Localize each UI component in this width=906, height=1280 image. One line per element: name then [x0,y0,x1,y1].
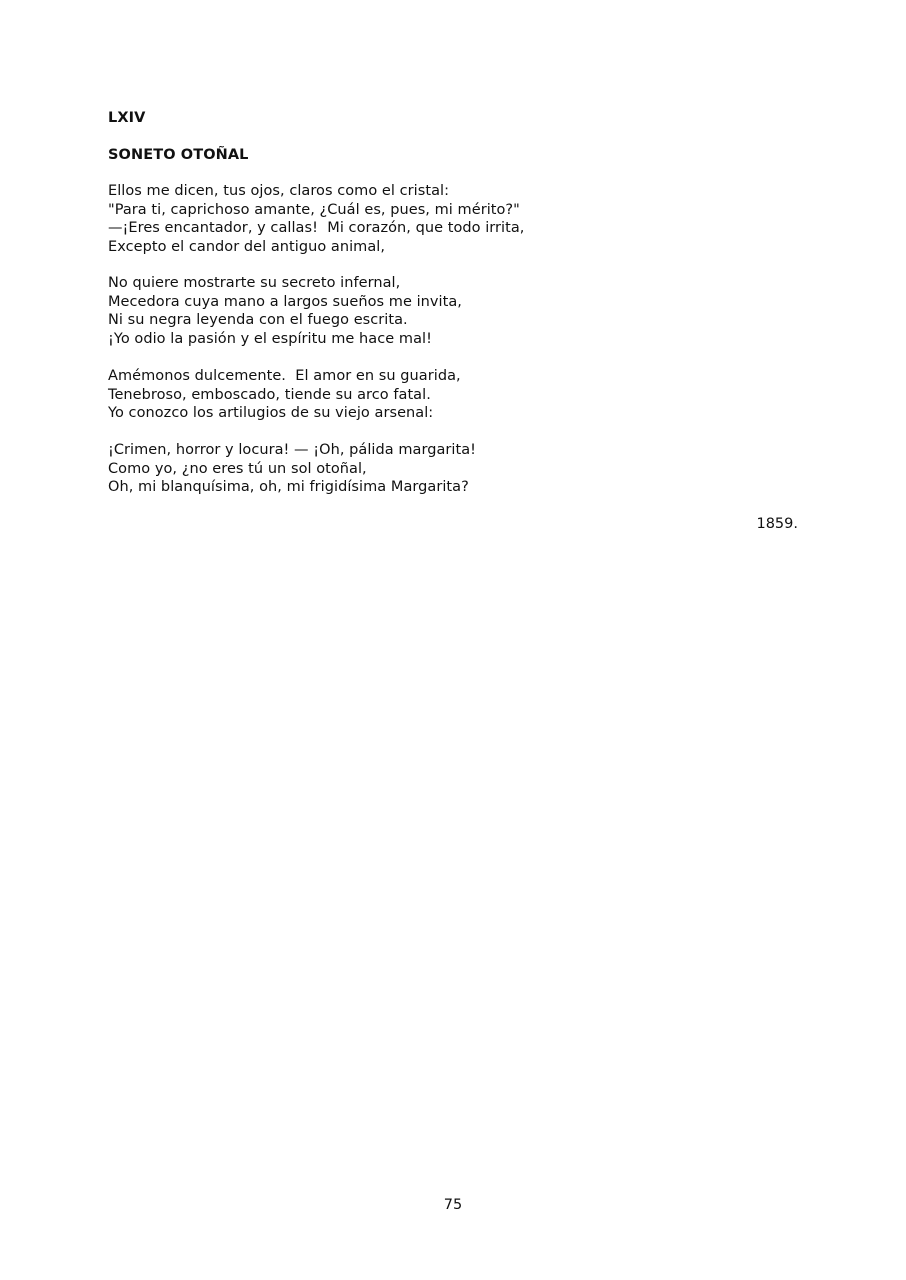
poem-line: No quiere mostrarte su secreto infernal, [108,275,401,291]
poem-line: Oh, mi blanquísima, oh, mi frigidísima Margarita? [108,479,469,495]
page-number: 75 [443,1197,463,1213]
poem-line: Yo conozco los artilugios de su viejo arsenal: [108,405,434,421]
stanza-2 [108,274,462,348]
poem-line: Ni su negra leyenda con el fuego escrita. [108,312,408,328]
poem-line: ¡Yo odio la pasión y el espíritu me hace mal! [108,330,432,347]
poem-line: Como yo, ¿no eres tú un sol otoñal, [108,460,367,477]
poem-line: Mecedora cuya mano a largos sueños me invita, [108,293,462,310]
poem-line: ¡Crimen, horror y locura! — ¡Oh, pálida margarita! [108,442,477,458]
stanza-4 [108,441,476,497]
poem-line: Tenebroso, emboscado, tiende su arco fatal. [108,386,431,403]
poem-line: Ellos me dicen, tus ojos, claros como el cristal: [108,183,450,199]
poem-line: —¡Eres encantador, y callas! Mi corazón, que todo irrita, [108,220,525,236]
poem-date: 1859. [756,516,798,532]
stanza-3 [108,367,461,423]
poem-title: SONETO OTOÑAL [108,147,249,163]
poem-numeral: LXIV [108,110,146,126]
stanza-1 [108,182,524,256]
poem-line: Excepto el candor del antiguo animal, [108,238,386,255]
poem-line: "Para ti, caprichoso amante, ¿Cuál es, pues, mi mérito?" [108,201,520,218]
poem-line: Amémonos dulcemente. El amor en su guarida, [108,368,461,384]
